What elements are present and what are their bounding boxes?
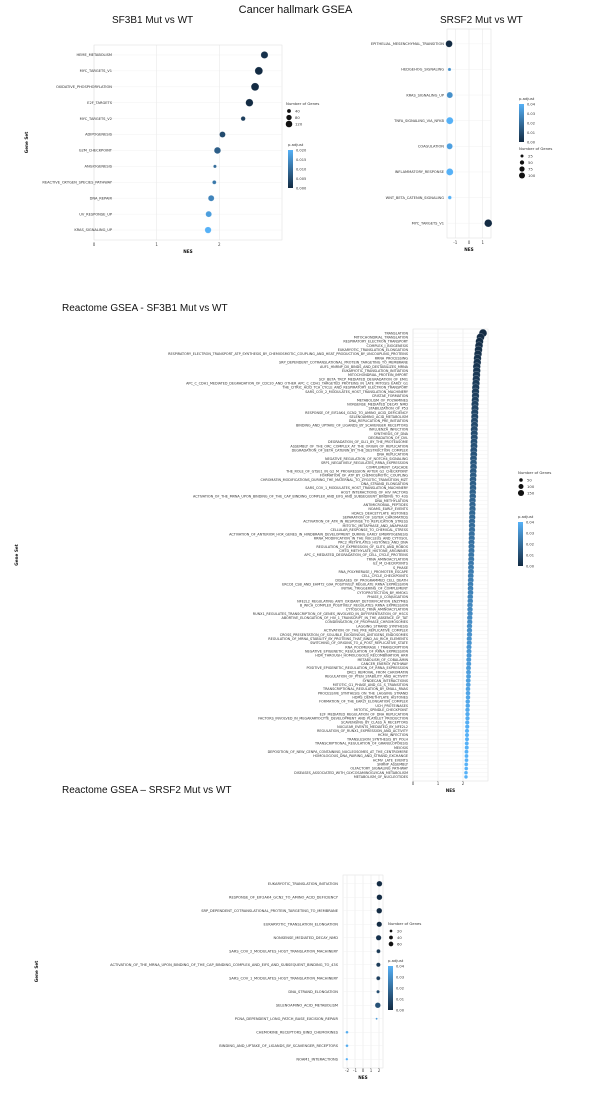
reactome_srsf2-gene-set-label: SRP_DEPENDENT_COTRANSLATIONAL_PROTEIN_TARGETING_TO_MEMBRANE [201, 908, 338, 913]
sf3b1_hallmark-point [261, 51, 268, 58]
reactome_sf3b1-point [464, 775, 468, 779]
reactome_sf3b1-point [465, 733, 469, 737]
reactome_sf3b1-point [465, 724, 469, 728]
sf3b1_hallmark-gene-set-label: OXIDATIVE_PHOSPHORYLATION [56, 84, 112, 89]
reactome_sf3b1-gene-set-label: SCAVENGING_BY_CLASS_A_RECEPTORS [341, 720, 408, 725]
reactome_srsf2-color-legend-label: 0.03 [396, 975, 405, 980]
sf3b1_hallmark-x-tick-label: 0 [92, 242, 96, 247]
reactome_sf3b1-point [464, 767, 468, 771]
reactome_srsf2-gene-set-label: NONSENSE_MEDIATED_DECAY_NMD [273, 935, 338, 940]
reactome_sf3b1-gene-set-label: DNA_STRAND_ELONGATION [361, 482, 408, 487]
reactome_sf3b1-gene-set-label: NEGATIVE_EPIGENETIC_REGULATION_OF_RRNA_EXPRESSION [304, 649, 408, 654]
reactome_srsf2-gene-set-label: SELENOAMINO_ACID_METABOLISM [275, 1003, 338, 1008]
reactome_sf3b1-gene-set-label: INITIAL_TRIGGERING_OF_COMPLEMENT [341, 586, 408, 591]
reactome_sf3b1-gene-set-label: REGULATION_OF_RUNX1_EXPRESSION_AND_ACTIVITY [316, 729, 408, 734]
reactome_sf3b1-color-legend-label: 0.01 [526, 553, 535, 558]
srsf2_hallmark-point [446, 117, 453, 124]
reactome_sf3b1-gene-set-label: POSITIVE_EPIGENETIC_REGULATION_OF_RRNA_EXPRESSION [306, 666, 408, 671]
reactome_sf3b1-gene-set-label: ACTIVATION_OF_THE_MRNA_UPON_BINDING_OF_THE_CAP_BINDING_COMPLEX_AND_EIFS_AND_SUBSEQUENT_BINDING_TO_43S [192, 494, 408, 499]
srsf2_hallmark-point [484, 219, 492, 227]
reactome_sf3b1-color-bar [518, 522, 523, 566]
reactome_sf3b1-size-legend-dot [518, 490, 524, 496]
reactome_srsf2-point [375, 1002, 381, 1008]
reactome_sf3b1-gene-set-label: OLFACTORY_SIGNALING_PATHWAY [350, 766, 408, 771]
reactome_sf3b1-size-legend-dot [519, 478, 523, 482]
srsf2_hallmark-gene-set-label: EPITHELIAL_MESENCHYMAL_TRANSITION [370, 42, 444, 47]
reactome_sf3b1-point [464, 762, 468, 766]
sf3b1_hallmark-point [208, 195, 214, 201]
srsf2_hallmark-size-legend-dot [519, 173, 525, 179]
reactome_sf3b1-gene-set-label: METABOLISM_OF_COBALAMIN [357, 657, 408, 662]
srsf2_hallmark-size-legend-dot [521, 155, 524, 158]
reactome_sf3b1-gene-set-label: ASSEMBLY_OF_THE_ORC_COMPLEX_AT_THE_ORIGIN_OF_REPLICATION [290, 444, 408, 449]
srsf2_hallmark-size-legend-label: 100 [528, 172, 536, 178]
reactome_sf3b1-size-legend-title: Number of Genes [518, 470, 552, 475]
srsf2_hallmark-color-legend-label: 0.03 [527, 111, 536, 116]
reactome_sf3b1-size-legend-label: 100 [527, 483, 535, 489]
reactome_srsf2-x-tick-label: 0 [361, 1068, 365, 1073]
sf3b1_hallmark-x-tick-label: 2 [218, 242, 221, 247]
reactome_sf3b1-gene-set-label: APC_C_CDH1_MEDIATED_DEGRADATION_OF_CDC20_AND_OTHER_APC_C_CDH1_TARGETED_PROTEINS_IN_LATE_MITOSIS_EARLY_G1 [186, 381, 408, 386]
sf3b1_hallmark-gene-set-label: REACTIVE_OXYGEN_SPECIES_PATHWAY [42, 180, 112, 185]
reactome_srsf2-gene-set-label: NOAM1_INTERACTIONS [296, 1057, 338, 1062]
reactome_sf3b1-gene-set-label: HOMOLOGOUS_DNA_PAIRING_AND_STRAND_EXCHANGE [313, 754, 408, 759]
reactome_sf3b1-point [466, 695, 471, 700]
reactome_sf3b1-size-legend-dot [519, 484, 524, 489]
reactome_srsf2-point [376, 908, 382, 914]
reactome_sf3b1-gene-set-label: REGULATION_OF_PTEN_STABILITY_AND_ACTIVITY [324, 674, 408, 679]
reactome_sf3b1-gene-set-label: CONDENSATION_OF_PROPHASE_CHROMOSOMES [325, 620, 408, 625]
reactome_sf3b1-gene-set-label: COMPLEMENT_CASCADE [366, 465, 408, 470]
section-title-srsf2-hallmark: SRSF2 Mut vs WT [440, 15, 523, 26]
reactome_srsf2-size-legend-label: 20 [397, 928, 402, 934]
srsf2_hallmark-point [446, 40, 453, 47]
reactome_sf3b1-gene-set-label: RESPONSE_OF_EIF2AK4_GCN2_TO_AMINO_ACID_DEFICIENCY [305, 410, 408, 415]
reactome_srsf2-gene-set-label: SARS_COV_1_MODULATES_HOST_TRANSLATION_MACHINERY [229, 976, 338, 981]
reactome_srsf2-size-legend-dot [389, 936, 393, 940]
srsf2_hallmark-gene-set-label: COAGULATION [417, 144, 444, 149]
srsf2_hallmark-color-legend-title: p.adjust [519, 96, 535, 101]
sf3b1_hallmark-gene-set-label: DNA_REPAIR [89, 196, 112, 201]
srsf2_hallmark-size-legend-label: 25 [528, 153, 533, 159]
reactome_sf3b1-gene-set-label: HCMV_LATE_EVENTS [372, 758, 408, 763]
reactome_sf3b1-gene-set-label: HDR_THROUGH_HOMOLOGOUS_RECOMBINATION_HRR [315, 653, 408, 658]
sf3b1_hallmark-point [246, 99, 254, 107]
sf3b1_hallmark-gene-set-label: ADIPOGENESIS [85, 132, 112, 137]
reactome_sf3b1-gene-set-label: CRISTAE_FORMATION [371, 394, 408, 399]
reactome_sf3b1-gene-set-label: NEGATIVE_REGULATION_OF_NOTCH4_SIGNALING [324, 456, 408, 461]
reactome_srsf2-point [377, 894, 383, 900]
srsf2_hallmark-x-axis-label: NES [464, 247, 474, 252]
srsf2_hallmark-point [448, 68, 451, 71]
reactome_sf3b1-gene-set-label: SARS_COV_1_MODULATES_HOST_TRANSLATION_MACHINERY [305, 486, 408, 491]
reactome_sf3b1-size-legend-label: 50 [527, 477, 532, 483]
reactome_sf3b1-gene-set-label: COMPLEX_I_BIOGENESIS [366, 343, 408, 348]
reactome_sf3b1-gene-set-label: EUKARYOTIC_TRANSLATION_ELONGATION [337, 348, 408, 353]
reactome_sf3b1-x-tick-label: 0 [411, 781, 415, 786]
reactome_sf3b1-gene-set-label: MITOCHONDRIAL_PROTEIN_IMPORT [348, 373, 408, 378]
reactome_srsf2-size-legend-label: 60 [397, 941, 402, 947]
reactome_sf3b1-x-axis-label: NES [445, 788, 456, 793]
sf3b1_hallmark-point [219, 132, 225, 138]
sf3b1_hallmark-gene-set-label: ANGIOGENESIS [84, 164, 112, 169]
reactome_sf3b1-gene-set-label: DNA_METHYLATION [374, 498, 408, 503]
reactome_srsf2-gene-set-label: SARS_COV_2_MODULATES_HOST_TRANSLATION_MACHINERY [229, 949, 338, 954]
reactome_sf3b1-point [465, 741, 469, 745]
sf3b1_hallmark-size-legend-dot [286, 121, 293, 128]
reactome_sf3b1-point [465, 737, 469, 741]
reactome_sf3b1-gene-set-label: TRANSCRIPTIONAL_REGULATION_OF_GRANULOPOIESIS [315, 741, 408, 746]
reactome_srsf2-point [377, 922, 382, 927]
sf3b1_hallmark-gene-set-label: MYC_TARGETS_V1 [79, 69, 112, 74]
reactome_sf3b1-gene-set-label: APC_C_MEDIATED_DEGRADATION_OF_CELL_CYCLE_PROTEINS [304, 553, 408, 558]
sf3b1_hallmark-size-legend-dot [287, 109, 291, 113]
reactome_srsf2-size-legend-dot [389, 942, 394, 947]
reactome_srsf2-x-tick-label: -2 [345, 1068, 349, 1073]
reactome_sf3b1-point [464, 750, 468, 754]
reactome_sf3b1-gene-set-label: SARS_COV_2_MODULATES_HOST_TRANSLATION_MACHINERY [305, 389, 408, 394]
reactome_sf3b1-gene-set-label: MITOTIC_G1_PHASE_AND_G1_S_TRANSITION [332, 682, 408, 687]
srsf2_hallmark-color-legend-label: 0.04 [527, 102, 536, 107]
reactome_sf3b1-gene-set-label: RESPIRATORY_ELECTRON_TRANSPORT [343, 339, 408, 344]
reactome_srsf2-color-legend-label: 0.04 [396, 964, 405, 969]
reactome_sf3b1-gene-set-label: CYTOPROTECTION_BY_HMOX1 [356, 590, 408, 595]
sf3b1_hallmark-gene-set-label: KRAS_SIGNALING_UP [74, 228, 112, 233]
reactome_sf3b1-gene-set-label: E2F_MEDIATED_REGULATION_OF_DNA_REPLICATION [319, 712, 408, 717]
sf3b1_hallmark-color-bar [288, 150, 293, 188]
reactome_sf3b1-color-legend-label: 0.02 [526, 542, 535, 547]
reactome_sf3b1-gene-set-label: TRANSCRIPTIONAL_REGULATION_BY_SMALL_RNAS [323, 687, 408, 692]
sf3b1_hallmark-gene-set-label: G2M_CHECKPOINT [78, 148, 112, 153]
reactome_sf3b1-gene-set-label: G2_M_CHECKPOINTS [372, 561, 408, 566]
reactome_sf3b1-gene-set-label: METABOLISM_OF_NUCLEOTIDES [353, 775, 408, 780]
reactome_srsf2-color-legend-label: 0.02 [396, 986, 405, 991]
reactome_sf3b1-point [465, 716, 469, 720]
sf3b1_hallmark-color-legend-label: 0.010 [296, 167, 307, 172]
reactome_sf3b1-gene-set-label: DISEASES_OF_PROGRAMMED_CELL_DEATH [335, 578, 408, 583]
reactome_srsf2-size-legend-dot [390, 930, 393, 933]
reactome_sf3b1-gene-set-label: ACTIVATION_OF_ANTERIOR_HOX_GENES_IN_HINDBRAIN_DEVELOPMENT_DURING_EARLY_EMBRYOGENESIS [229, 532, 408, 537]
reactome_sf3b1-gene-set-label: CMTD_METHYLATE_HISTONE_ARGININES [339, 549, 408, 554]
reactome_srsf2-color-legend-label: 0.00 [396, 1008, 405, 1013]
reactome_sf3b1-x-tick-label: 1 [436, 781, 440, 786]
reactome_srsf2-x-tick-label: -1 [353, 1068, 357, 1073]
reactome_sf3b1-gene-set-label: CYTOSOLIC_TRNA_AMINOACYLATION [345, 607, 408, 612]
reactome_sf3b1-point [465, 703, 470, 708]
reactome_sf3b1-gene-set-label: STABILIZATION_OF_P53 [368, 406, 408, 411]
srsf2_hallmark-gene-set-label: INFLAMMATORY_RESPONSE [394, 170, 444, 175]
sf3b1_hallmark-color-legend-label: 0.000 [296, 186, 307, 191]
reactome_srsf2-x-tick-label: 1 [369, 1068, 373, 1073]
page-title: Cancer hallmark GSEA [238, 4, 353, 16]
srsf2_hallmark-size-legend-label: 50 [528, 159, 533, 165]
reactome_sf3b1-point [465, 699, 470, 704]
reactome_sf3b1-gene-set-label: SWITCHING_OF_ORIGINS_TO_A_POST_REPLICATIVE_STATE [310, 641, 408, 646]
reactome_sf3b1-gene-set-label: FACTORS_INVOLVED_IN_MEGAKARYOCYTE_DEVELOPMENT_AND_PLATELET_PRODUCTION [258, 716, 408, 721]
reactome_srsf2-x-axis-label: NES [358, 1075, 368, 1080]
sf3b1_hallmark-gene-set-label: E2F_TARGETS [87, 100, 112, 105]
reactome_sf3b1-gene-set-label: MITOTIC_SPINDLE_CHECKPOINT [354, 708, 408, 713]
section-title-reactome-sf3b1: Reactome GSEA - SF3B1 Mut vs WT [62, 303, 228, 314]
sf3b1_hallmark-point [251, 83, 259, 91]
reactome_sf3b1-gene-set-label: SRP1_NEGATIVELY_REGULATES_RRNA_EXPRESSION [321, 461, 408, 466]
reactome_srsf2-point [376, 963, 380, 967]
reactome_sf3b1-gene-set-label: DISEASES_ASSOCIATED_WITH_GLYCOSAMINOGLYCAN_METABOLISM [294, 770, 408, 775]
reactome_srsf2-point [377, 881, 383, 887]
sf3b1_hallmark-point [206, 211, 212, 217]
reactome_sf3b1-gene-set-label: S_PHASE [392, 565, 408, 570]
reactome_sf3b1-gene-set-label: CROSS_PRESENTATION_OF_SOLUBLE_EXOGENOUS_ANTIGENS_ENDOSOMES [279, 632, 408, 637]
reactome_srsf2-color-legend-title: p.adjust [388, 958, 404, 963]
srsf2_hallmark-x-tick-label: 1 [481, 240, 485, 245]
reactome_sf3b1-gene-set-label: SNRNP_ASSEMBLY [377, 762, 408, 767]
reactome_srsf2-point [376, 1018, 378, 1020]
reactome_sf3b1-size-legend-label: 150 [527, 490, 535, 496]
reactome_sf3b1-gene-set-label: DNA_REPLICATION [376, 452, 408, 457]
reactome_srsf2-x-tick-label: 2 [377, 1068, 381, 1073]
sf3b1_hallmark-point [255, 67, 263, 75]
reactome_sf3b1-gene-set-label: LAGGING_STRAND_SYNTHESIS [356, 624, 408, 629]
reactome_sf3b1-point [465, 720, 469, 724]
sf3b1_hallmark-point [205, 227, 211, 233]
sf3b1_hallmark-x-tick-label: 1 [155, 242, 158, 247]
srsf2_hallmark-size-legend-title: Number of Genes [519, 146, 553, 151]
reactome_sf3b1-gene-set-label: SYNDECAN_INTERACTIONS [362, 678, 408, 683]
sf3b1_hallmark-y-axis-label: Gene Set [24, 131, 29, 154]
reactome_sf3b1-gene-set-label: HCMV_INFECTION [377, 733, 408, 738]
sf3b1_hallmark-panel [94, 45, 282, 240]
reactome_srsf2-y-axis-label: Gene Set [34, 960, 39, 983]
reactome_srsf2-size-legend-title: Number of Genes [388, 921, 422, 926]
reactome_sf3b1-gene-set-label: INFLUENZA_INFECTION [369, 427, 408, 432]
sf3b1_hallmark-color-legend-label: 0.015 [296, 157, 307, 162]
reactome_sf3b1-gene-set-label: SRP_DEPENDENT_COTRANSLATIONAL_PROTEIN_TARGETING_TO_MEMBRANE [279, 360, 408, 365]
srsf2_hallmark-x-tick-label: -1 [453, 240, 458, 245]
reactome_sf3b1-point [464, 771, 468, 775]
reactome_sf3b1-gene-set-label: THE_ROLE_OF_GTSE1_IN_G2_M_PROGRESSION_AFTER_G2_CHECKPOINT [286, 469, 408, 474]
srsf2_hallmark-color-bar [519, 104, 524, 142]
reactome_sf3b1-gene-set-label: UCH_PROTEINASES [375, 703, 408, 708]
srsf2_hallmark-color-legend-label: 0.01 [527, 130, 536, 135]
srsf2_hallmark-size-legend-dot [519, 166, 524, 171]
reactome_srsf2-gene-set-label: RESPONSE_OF_EIF2AK4_GCN2_TO_AMINO_ACID_DEFICIENCY [228, 895, 338, 900]
reactome_srsf2-point [376, 990, 379, 993]
srsf2_hallmark-gene-set-label: WNT_BETA_CATENIN_SIGNALING [385, 195, 444, 200]
srsf2_hallmark-point [446, 168, 453, 175]
reactome_sf3b1-gene-set-label: B_WICH_COMPLEX_POSITIVELY_REGULATES_RRNA_EXPRESSION [299, 603, 408, 608]
reactome_sf3b1-color-legend-label: 0.04 [526, 520, 535, 525]
reactome_sf3b1-gene-set-label: NONSENSE_MEDIATED_DECAY_NMD [347, 402, 408, 407]
reactome_sf3b1-gene-set-label: MITOCHONDRIAL_TRANSLATION [353, 335, 408, 340]
reactome_sf3b1-gene-set-label: CHROMATIN_MODIFICATIONS_DURING_THE_MATERNAL_TO_ZYGOTIC_TRANSITION_MZT [260, 477, 408, 482]
reactome_sf3b1-gene-set-label: DRC1_REMOVAL_FROM_CHROMATIN [346, 670, 408, 675]
reactome_sf3b1-gene-set-label: THE_CITRIC_ACID_TCA_CYCLE_AND_RESPIRATORY_ELECTRON_TRANSPORT [282, 385, 408, 390]
srsf2_hallmark-gene-set-label: TNFA_SIGNALING_VIA_NFKB [394, 118, 444, 123]
srsf2_hallmark-point [447, 143, 453, 149]
reactome_sf3b1-gene-set-label: MEIOSIS [393, 745, 408, 750]
srsf2_hallmark-size-legend-dot [520, 160, 524, 164]
srsf2_hallmark-size-legend-label: 75 [528, 166, 533, 172]
reactome_sf3b1-gene-set-label: FORMATION_OF_THE_EARLY_ELONGATION_COMPLEX [319, 699, 408, 704]
sf3b1_hallmark-point [241, 116, 246, 121]
reactome_srsf2-size-legend-label: 40 [397, 934, 402, 940]
reactome_sf3b1-gene-set-label: ACTIVATION_OF_ATR_IN_RESPONSE_TO_REPLICATION_STRESS [303, 519, 408, 524]
srsf2_hallmark-point [448, 196, 452, 200]
reactome_sf3b1-gene-set-label: NFE2L2_REGULATING_ANTI_OXIDANT_DETOXIFICATION_ENZYMES [297, 599, 408, 604]
reactome_sf3b1-gene-set-label: NOAM1_EARLY_EVENTS [368, 507, 408, 512]
reactome_srsf2-gene-set-label: DNA_STRAND_ELONGATION [288, 989, 338, 994]
sf3b1_hallmark-size-legend-label: 80 [295, 114, 300, 120]
reactome_sf3b1-y-axis-label: Gene Set [14, 544, 19, 566]
reactome_sf3b1-gene-set-label: SYNTHESIS_OF_DNA [373, 431, 408, 436]
reactome_sf3b1-point [465, 729, 469, 733]
reactome_sf3b1-gene-set-label: AUF1_HNRNP_D0_BINDS_AND_DESTABILIZES_MRNA [320, 364, 408, 369]
sf3b1_hallmark-size-legend-label: 120 [295, 121, 303, 127]
srsf2_hallmark-point [447, 92, 453, 98]
section-title-sf3b1-hallmark: SF3B1 Mut vs WT [112, 15, 194, 26]
reactome_srsf2-point [346, 1058, 348, 1060]
srsf2_hallmark-gene-set-label: MYC_TARGETS_V1 [411, 221, 444, 226]
reactome_sf3b1-color-legend-label: 0.00 [526, 564, 535, 569]
reactome_sf3b1-gene-set-label: EUKARYOTIC_TRANSLATION_INITIATION [341, 368, 408, 373]
sf3b1_hallmark-point [213, 165, 216, 168]
sf3b1_hallmark-gene-set-label: MYC_TARGETS_V2 [79, 116, 112, 121]
reactome_sf3b1-gene-set-label: PROCESSIVE_SYNTHESIS_ON_THE_LAGGING_STRAND [317, 691, 408, 696]
reactome_sf3b1-gene-set-label: DEGRADATION_OF_DVL [368, 435, 408, 440]
reactome_sf3b1-x-tick-label: 2 [461, 781, 465, 786]
reactome_sf3b1-gene-set-label: DEGRADATION_OF_BETA_CATENIN_BY_THE_DESTRUCTION_COMPLEX [291, 448, 408, 453]
sf3b1_hallmark-size-legend-title: Number of Genes [286, 101, 320, 106]
reactome_sf3b1-gene-set-label: BINDING_AND_UPTAKE_OF_LIGANDS_BY_SCAVENGER_RECEPTORS [295, 423, 408, 428]
reactome_srsf2-color-bar [388, 966, 393, 1010]
reactome_sf3b1-gene-set-label: RESPIRATORY_ELECTRON_TRANSPORT_ATP_SYNTHESIS_BY_CHEMIOSMOTIC_COUPLING_AND_HEAT_PRODUCTION_BY_UNCOUPLING_PROTEINS [168, 352, 408, 357]
reactome_sf3b1-gene-set-label: MITOTIC_METAPHASE_AND_ANAPHASE [342, 523, 408, 528]
reactome_sf3b1-gene-set-label: RRNA_PROCESSING [374, 356, 408, 361]
reactome_srsf2-point [376, 949, 380, 953]
reactome_sf3b1-gene-set-label: PRC2_METHYLATES_HISTONES_AND_DNA [338, 540, 408, 545]
sf3b1_hallmark-gene-set-label: UV_RESPONSE_UP [79, 212, 112, 217]
reactome_srsf2-color-legend-label: 0.01 [396, 997, 405, 1002]
reactome_srsf2-gene-set-label: BINDING_AND_UPTAKE_OF_LIGANDS_BY_SCAVENGER_RECEPTORS [219, 1043, 338, 1048]
sf3b1_hallmark-point [212, 180, 216, 184]
sf3b1_hallmark-color-legend-label: 0.020 [296, 148, 307, 153]
reactome_sf3b1-gene-set-label: RUNX1_REGULATES_TRANSCRIPTION_OF_GENES_INVOLVED_IN_DIFFERENTIATION_OF_HSCS [252, 611, 408, 616]
sf3b1_hallmark-x-axis-label: NES [183, 249, 193, 254]
reactome_sf3b1-gene-set-label: REGULATION_OF_EXPRESSION_OF_SLITS_AND_ROBOS [316, 544, 408, 549]
reactome_sf3b1-gene-set-label: CELLULAR_RESPONSE_TO_CHEMICAL_STRESS [330, 528, 408, 533]
reactome_srsf2-gene-set-label: EUKARYOTIC_TRANSLATION_INITIATION [267, 881, 338, 886]
reactome_sf3b1-gene-set-label: ABORTIVE_ELONGATION_OF_HIV_1_TRANSCRIPT_IN_THE_ABSENCE_OF_TAT [281, 616, 408, 621]
srsf2_hallmark-x-tick-label: 0 [467, 240, 471, 245]
reactome_srsf2-point [346, 1031, 349, 1034]
reactome_sf3b1-point [466, 691, 471, 696]
srsf2_hallmark-gene-set-label: KRAS_SIGNALING_UP [406, 93, 444, 98]
reactome_srsf2-gene-set-label: EUKARYOTIC_TRANSLATION_ELONGATION [263, 922, 338, 927]
reactome_sf3b1-gene-set-label: SELENOAMINO_ACID_METABOLISM [349, 415, 408, 420]
reactome_sf3b1-gene-set-label: TRANSLESION_SYNTHESIS_BY_POLH [347, 737, 408, 742]
reactome_srsf2-point [346, 1044, 349, 1047]
reactome_sf3b1-gene-set-label: RRNA_MODIFICATION_IN_THE_NUCLEUS_AND_CYTOSOL [313, 536, 408, 541]
reactome_sf3b1-point [465, 758, 469, 762]
reactome_sf3b1-gene-set-label: DEPOSITION_OF_NEW_CENPA_CONTAINING_NUCLEOSOMES_AT_THE_CENTROMERE [267, 749, 408, 754]
reactome_sf3b1-gene-set-label: TRANSLATION [384, 331, 408, 336]
sf3b1_hallmark-color-legend-label: 0.005 [296, 176, 307, 181]
reactome_sf3b1-gene-set-label: HDACS_DEACETYLATE_HISTONES [351, 511, 408, 516]
reactome_sf3b1-gene-set-label: FORMATION_OF_ATP_BY_CHEMIOSMOTIC_COUPLING [319, 473, 408, 478]
reactome_srsf2-gene-set-label: ACTIVATION_OF_THE_MRNA_UPON_BINDING_OF_THE_CAP_BINDING_COMPLEX_AND_EIFS_AND_SUBSEQUENT_BINDING_TO_43S [110, 962, 338, 967]
reactome_sf3b1-point [465, 746, 469, 750]
sf3b1_hallmark-size-legend-dot [286, 115, 291, 120]
reactome_srsf2-gene-set-label: CHEMOKINE_RECEPTORS_BIND_CHEMOKINES [256, 1030, 338, 1035]
reactome_sf3b1-color-legend-label: 0.03 [526, 531, 535, 536]
reactome_sf3b1-gene-set-label: RNA_POLYMERASE_I_TRANSCRIPTION [345, 645, 408, 650]
reactome_sf3b1-gene-set-label: CANCER_ENERGY_PATHWAY [361, 662, 408, 667]
reactome_sf3b1-gene-set-label: RNA_POLYMERASE_I_PROMOTER_ESCAPE [338, 569, 408, 574]
reactome_sf3b1-gene-set-label: HOST_INTERACTIONS_OF_HIV_FACTORS [340, 490, 408, 495]
reactome_sf3b1-point [465, 754, 469, 758]
reactome_sf3b1-color-legend-title: p.adjust [518, 514, 534, 519]
srsf2_hallmark-color-legend-label: 0.02 [527, 121, 536, 126]
reactome_sf3b1-point [465, 712, 470, 717]
reactome_sf3b1-gene-set-label: DNA_REPLICATION_PRE_INITIATION [348, 419, 408, 424]
reactome_sf3b1-gene-set-label: ANTIMICROBIAL_PEPTIDES [363, 502, 408, 507]
reactome_sf3b1-gene-set-label: ACTIVATION_OF_THE_PRE_REPLICATIVE_COMPLEX [323, 628, 408, 633]
reactome_srsf2-point [376, 976, 380, 980]
reactome_sf3b1-gene-set-label: HDMS_DEMETHYLATE_HISTONES [352, 695, 408, 700]
reactome_sf3b1-gene-set-label: METABOLISM_OF_POLYAMINES [356, 398, 408, 403]
sf3b1_hallmark-gene-set-label: HEME_METABOLISM [76, 53, 112, 58]
sf3b1_hallmark-size-legend-label: 40 [295, 108, 300, 114]
reactome_sf3b1-gene-set-label: CELL_CYCLE_CHECKPOINTS [361, 574, 408, 579]
reactome_sf3b1-gene-set-label: SEPARATION_OF_SISTER_CHROMATIDS [342, 515, 408, 520]
srsf2_hallmark-gene-set-label: HEDGEHOG_SIGNALING [401, 67, 444, 72]
reactome_sf3b1-point [466, 687, 471, 692]
reactome_srsf2-point [376, 935, 381, 940]
reactome_sf3b1-point [465, 708, 470, 713]
reactome_sf3b1-gene-set-label: DEGRADATION_OF_GLI1_BY_THE_PROTEASOME [327, 440, 408, 445]
reactome_sf3b1-gene-set-label: NUCLEAR_EVENTS_MEDIATED_BY_NFE2L2 [337, 724, 408, 729]
reactome_sf3b1-gene-set-label: ERCC6_CSB_AND_EHMT2_G9A_POSITIVELY_REGULATE_RRNA_EXPRESSION [282, 582, 408, 587]
reactome_sf3b1-gene-set-label: PHASE_II_CONJUGATION [367, 595, 408, 600]
sf3b1_hallmark-point [214, 147, 221, 154]
reactome_sf3b1-gene-set-label: SCF_BETA_TRCP_MEDIATED_DEGRADATION_OF_EMI1 [318, 377, 408, 382]
reactome_sf3b1-gene-set-label: REGULATION_OF_MRNA_STABILITY_BY_PROTEINS_THAT_BIND_AU_RICH_ELEMENTS [268, 636, 408, 641]
section-title-reactome-srsf2: Reactome GSEA – SRSF2 Mut vs WT [62, 785, 232, 796]
reactome_sf3b1-gene-set-label: TRNA_AMINOACYLATION [366, 557, 408, 562]
srsf2_hallmark-color-legend-label: 0.00 [527, 140, 536, 145]
reactome_srsf2-gene-set-label: PCNA_DEPENDENT_LONG_PATCH_BASE_EXCISION_REPAIR [234, 1016, 338, 1021]
sf3b1_hallmark-color-legend-title: p.adjust [288, 142, 304, 147]
